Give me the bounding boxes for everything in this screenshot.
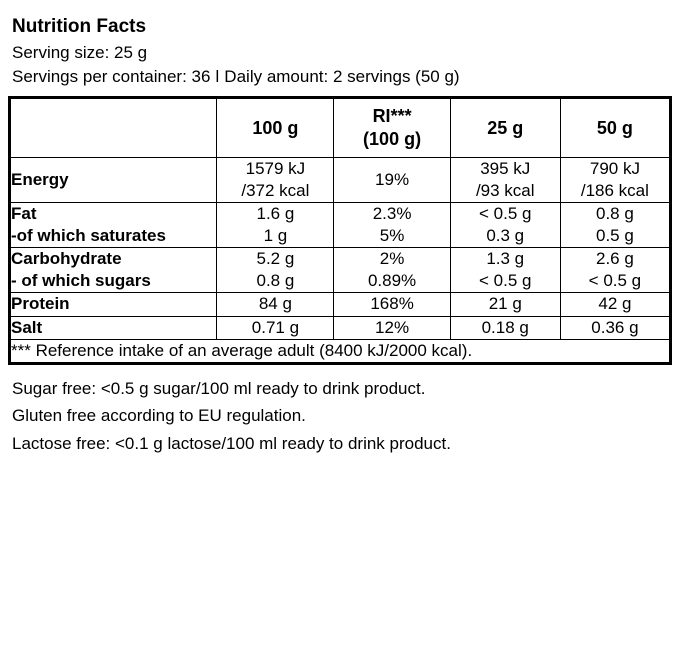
cell-sugars-50g: < 0.5 g bbox=[560, 270, 670, 293]
nutrition-table bbox=[8, 96, 672, 365]
table-header-row bbox=[10, 97, 671, 157]
cell-salt-ri: 12% bbox=[334, 316, 450, 339]
page-title: Nutrition Facts bbox=[12, 16, 147, 37]
table-row bbox=[10, 270, 671, 293]
column-header-25g: 25 g bbox=[450, 97, 560, 157]
row-label-salt: Salt bbox=[10, 316, 217, 339]
cell-carbohydrate-50g: 2.6 g bbox=[560, 248, 670, 271]
cell-protein-25g: 21 g bbox=[450, 293, 560, 316]
row-label-carbohydrate: Carbohydrate bbox=[10, 248, 217, 271]
reference-intake-footnote: *** Reference intake of an average adult (8400 kJ/2000 kcal). bbox=[10, 339, 671, 363]
cell-fat-50g: 0.8 g bbox=[560, 203, 670, 226]
table-row bbox=[10, 316, 671, 339]
row-label-fat: Fat bbox=[10, 203, 217, 226]
row-label-saturates: -of which saturates bbox=[10, 225, 217, 248]
claim-lactose-free: Lactose free: <0.1 g lactose/100 ml ready to drink product. bbox=[12, 433, 451, 453]
cell-energy-50g-kcal: /186 kcal bbox=[580, 181, 649, 201]
cell-fat-25g: < 0.5 g bbox=[450, 203, 560, 226]
cell-energy-25g-kcal: /93 kcal bbox=[475, 181, 535, 201]
cell-carbohydrate-25g: 1.3 g bbox=[450, 248, 560, 271]
table-row bbox=[10, 248, 671, 271]
cell-energy-50g bbox=[560, 157, 670, 202]
cell-energy-25g bbox=[450, 157, 560, 202]
table-row bbox=[10, 293, 671, 316]
cell-energy-100g-kj: 1579 kJ bbox=[245, 158, 306, 178]
cell-saturates-100g: 1 g bbox=[217, 225, 334, 248]
cell-fat-ri: 2.3% bbox=[334, 203, 450, 226]
cell-protein-ri: 168% bbox=[334, 293, 450, 316]
nutrition-header bbox=[8, 10, 672, 96]
cell-energy-100g-kcal: /372 kcal bbox=[241, 181, 310, 201]
cell-fat-100g: 1.6 g bbox=[217, 203, 334, 226]
cell-sugars-100g: 0.8 g bbox=[217, 270, 334, 293]
claim-gluten-free: Gluten free according to EU regulation. bbox=[12, 406, 306, 426]
column-header-ri-line2: (100 g) bbox=[363, 128, 422, 149]
cell-saturates-50g: 0.5 g bbox=[560, 225, 670, 248]
cell-energy-100g bbox=[217, 157, 334, 202]
row-label-protein: Protein bbox=[10, 293, 217, 316]
cell-protein-100g: 84 g bbox=[217, 293, 334, 316]
column-header-100g: 100 g bbox=[217, 97, 334, 157]
serving-size-line: Serving size: 25 g bbox=[12, 42, 148, 62]
column-header-ri bbox=[334, 97, 450, 157]
cell-sugars-25g: < 0.5 g bbox=[450, 270, 560, 293]
cell-energy-25g-kj: 395 kJ bbox=[480, 158, 531, 178]
table-row bbox=[10, 157, 671, 202]
cell-saturates-ri: 5% bbox=[334, 225, 450, 248]
column-header-50g: 50 g bbox=[560, 97, 670, 157]
table-row bbox=[10, 225, 671, 248]
cell-salt-100g: 0.71 g bbox=[217, 316, 334, 339]
column-header-ri-line1: RI*** bbox=[372, 106, 412, 127]
cell-salt-25g: 0.18 g bbox=[450, 316, 560, 339]
product-claims bbox=[8, 365, 672, 458]
row-label-energy: Energy bbox=[10, 157, 217, 202]
cell-salt-50g: 0.36 g bbox=[560, 316, 670, 339]
cell-energy-ri: 19% bbox=[334, 157, 450, 202]
servings-per-container-line: Servings per container: 36 ǀ Daily amount: 2 servings (50 g) bbox=[12, 67, 460, 87]
table-row bbox=[10, 203, 671, 226]
cell-saturates-25g: 0.3 g bbox=[450, 225, 560, 248]
claim-sugar-free: Sugar free: <0.5 g sugar/100 ml ready to drink product. bbox=[12, 378, 426, 398]
table-footnote-row bbox=[10, 339, 671, 363]
cell-energy-50g-kj: 790 kJ bbox=[589, 158, 640, 178]
cell-protein-50g: 42 g bbox=[560, 293, 670, 316]
cell-carbohydrate-100g: 5.2 g bbox=[217, 248, 334, 271]
cell-sugars-ri: 0.89% bbox=[334, 270, 450, 293]
cell-carbohydrate-ri: 2% bbox=[334, 248, 450, 271]
column-header-blank bbox=[10, 97, 217, 157]
row-label-sugars: - of which sugars bbox=[10, 270, 217, 293]
